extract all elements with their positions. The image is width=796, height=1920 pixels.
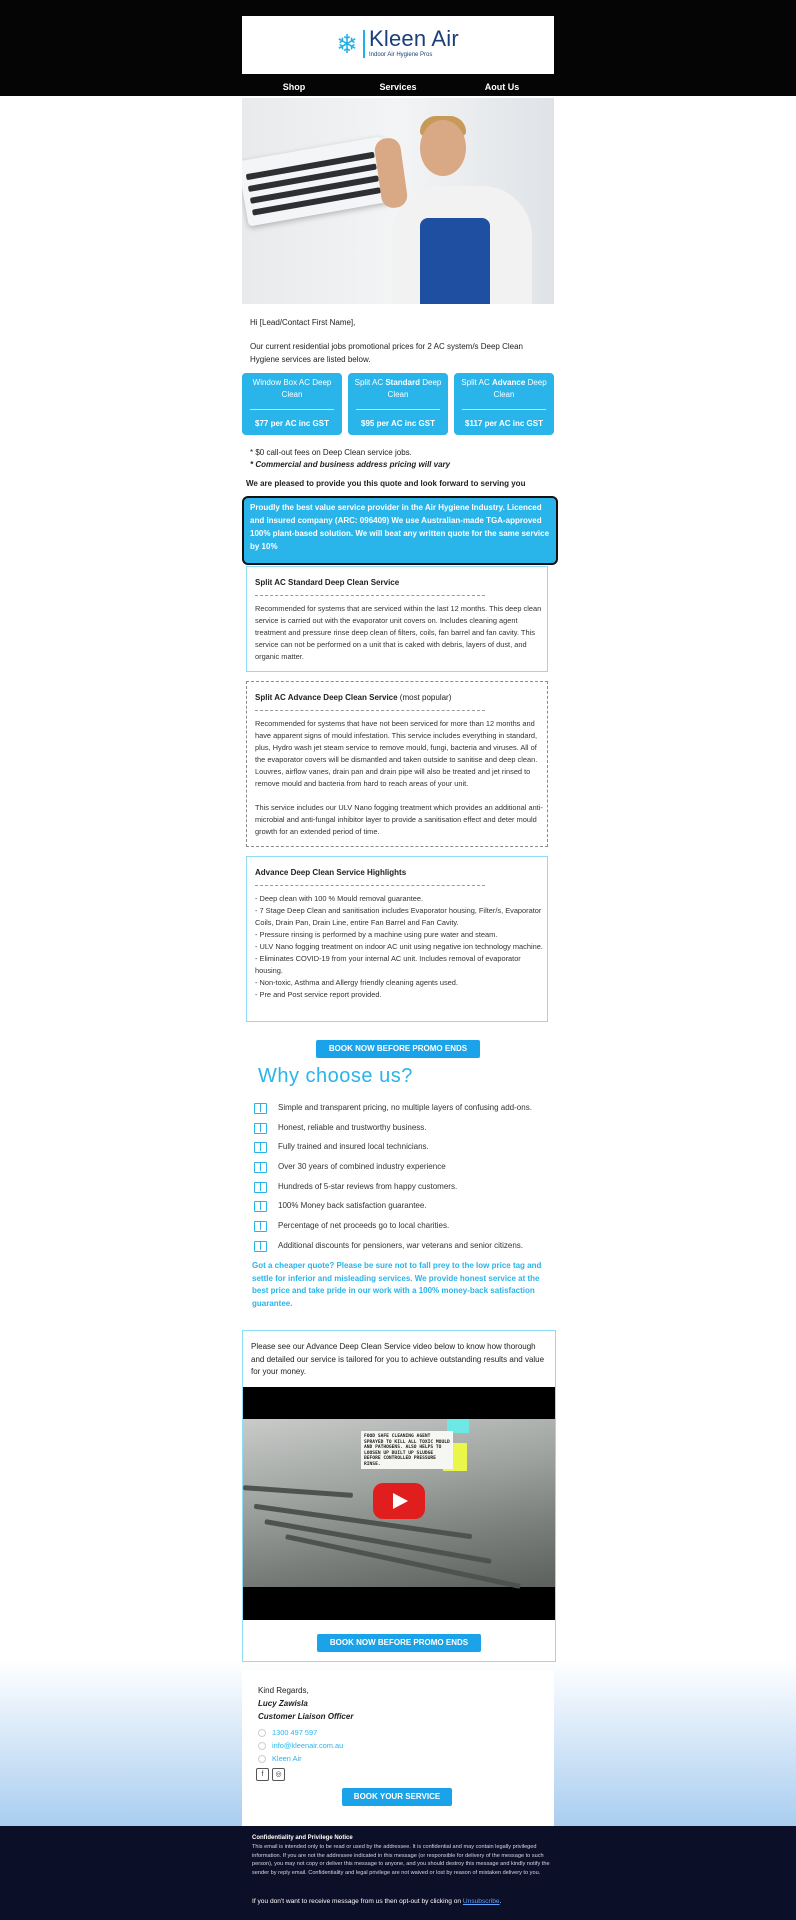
list-item: Fully trained and insured local technicians. xyxy=(254,1137,550,1157)
commercial-note: * Commercial and business address pricing will vary xyxy=(250,460,451,469)
divider xyxy=(255,710,485,711)
promo-banner: Proudly the best value service provider in the Air Hygiene Industry. Licenced and insured company (ARC: 096409) We use Australian-made TGA-approved 100% plant-based solution. We will beat any written quote for the same service by 10% xyxy=(242,496,558,565)
cheaper-quote-text: Got a cheaper quote? Please be sure not to fall prey to the low price tag and settle for inferior and misleading services. We provide honest service at the best price and take pride in our work with a 100% money-back satisfaction guarantee. xyxy=(252,1261,542,1308)
nav-shop[interactable]: Shop xyxy=(282,82,306,92)
list-item: - Non-toxic, Asthma and Allergy friendly cleaning agents used. xyxy=(255,978,458,987)
advance-service-card xyxy=(246,681,548,847)
price-box-advance[interactable] xyxy=(454,373,554,435)
card-body: Recommended for systems that are serviced within the last 12 months. This deep clean service is carried out with the evaporator unit covers on. Includes cleaning agent treatment and pressure rinse deep clean of filters, coils, fan barrel and fan cavity. This service can not be performed on a unit that is caked with debris, layers of dust, and organic matter. xyxy=(255,604,542,661)
logo-banner[interactable] xyxy=(242,16,554,74)
ac-unit-graphic xyxy=(242,135,397,226)
price-title: Split AC Standard Deep Clean xyxy=(354,378,442,399)
card-body-fogging: This service includes our ULV Nano fogging treatment which provides an additional anti-microbial and anti-fungal inhibitor layer to provide a sanitisation effect and deter mould growth for an extended period of time. xyxy=(255,803,543,836)
instagram-icon[interactable]: ◎ xyxy=(272,1768,285,1781)
price-boxes xyxy=(242,373,554,435)
list-item: - Eliminates COVID-19 from your internal AC unit. Includes removal of evaporator housing. xyxy=(255,954,521,975)
map-icon xyxy=(254,1182,266,1192)
book-now-button[interactable]: BOOK NOW BEFORE PROMO ENDS xyxy=(316,1040,480,1058)
nav-about-us[interactable]: Aout Us xyxy=(484,82,520,92)
snowflake-icon: ❄ xyxy=(336,28,358,59)
list-item: Hundreds of 5-star reviews from happy customers. xyxy=(254,1177,550,1197)
list-item: - 7 Stage Deep Clean and sanitisation includes Evaporator housing, Filter/s, Evaporator Coils, Drain Pan, Drain Line, entire Fan Barrel and Fan Cavity. xyxy=(255,906,542,927)
pleased-text: We are pleased to provide you this quote and look forward to serving you xyxy=(246,479,526,488)
website-contact[interactable]: Kleen Air xyxy=(258,1754,302,1764)
reasons-list xyxy=(254,1098,550,1256)
book-now-button-2[interactable]: BOOK NOW BEFORE PROMO ENDS xyxy=(317,1634,481,1652)
list-item: - ULV Nano fogging treatment on indoor AC unit using negative ion technology machine. xyxy=(255,942,543,951)
signature-block xyxy=(242,1670,554,1826)
video-card xyxy=(242,1330,556,1662)
top-nav xyxy=(242,78,554,96)
hero-image xyxy=(242,98,554,304)
sender-role: Customer Liaison Officer xyxy=(258,1712,354,1721)
list-item: Over 30 years of combined industry experience xyxy=(254,1157,550,1177)
brand-name: Kleen Air xyxy=(369,26,459,51)
globe-icon xyxy=(258,1755,266,1763)
book-service-button[interactable]: BOOK YOUR SERVICE xyxy=(342,1788,452,1806)
greeting: Hi [Lead/Contact First Name], xyxy=(250,318,356,327)
price-title: Split AC Advance Deep Clean xyxy=(461,378,547,399)
card-title: Split AC Standard Deep Clean Service xyxy=(255,578,400,587)
phone-icon xyxy=(258,1729,266,1737)
footer-notice: This email is intended only to be read or used by the addressee. It is confidential and may contain legally privileged information. If you are not the addressee indicated in this message (or responsible for delivery of the message to such person), you may not copy or deliver this message to anyone, and you should destroy this message and kindly notify the sender by reply email. Confidentiality and legal privilege are not waived or lost by reason of mistaken delivery to you. xyxy=(252,1844,550,1876)
divider xyxy=(255,885,485,886)
sender-name: Lucy Zawisla xyxy=(258,1699,308,1708)
list-item: - Deep clean with 100 % Mould removal guarantee. xyxy=(255,894,424,903)
email-icon xyxy=(258,1742,266,1750)
card-body: Recommended for systems that have not been serviced for more than 12 months and have apparent signs of mould infestation. This service includes everything in standard, plus, Hydro wash jet steam service to remove mould, fungi, bacteria and viruses. All of the evaporator covers will be dismantled and taken outside to sanitise and deep clean. Louvres, airflow vanes, drain pan and drain pipe will also be treated and jet rinsed to remove mould and bacteria from hard to reach areas of your unit. xyxy=(255,719,538,788)
list-item: Simple and transparent pricing, no multiple layers of confusing add-ons. xyxy=(254,1098,550,1118)
list-item: Additional discounts for pensioners, war veterans and senior citizens. xyxy=(254,1236,550,1256)
fees-note: * $0 call-out fees on Deep Clean service jobs. xyxy=(250,448,412,457)
highlights-card xyxy=(246,856,548,1022)
why-heading: Why choose us? xyxy=(258,1065,413,1087)
facebook-icon[interactable]: f xyxy=(256,1768,269,1781)
list-item: Honest, reliable and trustworthy business. xyxy=(254,1118,550,1138)
card-title: Split AC Advance Deep Clean Service (most popular) xyxy=(255,693,452,702)
footer xyxy=(252,1834,552,1905)
brand-tagline: Indoor Air Hygiene Pros xyxy=(369,52,433,58)
video-player[interactable] xyxy=(243,1387,555,1620)
map-icon xyxy=(254,1123,266,1133)
standard-service-card xyxy=(246,566,548,672)
list-item: 100% Money back satisfaction guarantee. xyxy=(254,1196,550,1216)
price-value: $117 per AC inc GST xyxy=(465,419,543,428)
email-contact[interactable]: info@kleenair.com.au xyxy=(258,1741,343,1751)
unsubscribe-link[interactable]: Unsubscribe xyxy=(462,1898,500,1905)
social-links xyxy=(256,1768,288,1781)
map-icon xyxy=(254,1201,266,1211)
price-box-standard[interactable] xyxy=(348,373,448,435)
video-caption: FOOD SAFE CLEANING AGENT SPRAYED TO KILL ALL TOXIC MOULD AND PATHOGENS. ALSO HELPS TO LOOSEN UP BUILT UP SLUDGE BEFORE CONTROLLED PRESSURE RINSE. xyxy=(361,1431,453,1469)
divider xyxy=(255,595,485,596)
closing: Kind Regards, xyxy=(258,1686,309,1695)
highlights-list xyxy=(255,893,543,1001)
card-title: Advance Deep Clean Service Highlights xyxy=(255,868,407,877)
logo-divider xyxy=(363,30,365,58)
price-box-window[interactable] xyxy=(242,373,342,435)
play-icon[interactable] xyxy=(373,1483,425,1519)
map-icon xyxy=(254,1142,266,1152)
price-value: $95 per AC inc GST xyxy=(361,419,435,428)
list-item: - Pressure rinsing is performed by a machine using pure water and steam. xyxy=(255,930,498,939)
map-icon xyxy=(254,1241,266,1251)
video-intro: Please see our Advance Deep Clean Service video below to know how thorough and detailed our service is tailored for you to achieve outstanding results and value for your money. xyxy=(251,1342,545,1376)
list-item: Percentage of net proceeds go to local charities. xyxy=(254,1216,550,1236)
map-icon xyxy=(254,1162,266,1172)
price-title: Window Box AC Deep Clean xyxy=(252,378,332,399)
nav-services[interactable]: Services xyxy=(379,82,417,92)
price-value: $77 per AC inc GST xyxy=(255,419,329,428)
map-icon xyxy=(254,1221,266,1231)
unsubscribe-line: If you don't want to receive message from us then opt-out by clicking on Unsubscribe. xyxy=(252,1898,502,1905)
map-icon xyxy=(254,1103,266,1113)
footer-title: Confidentiality and Privilege Notice xyxy=(252,1835,353,1841)
phone-contact[interactable]: 1300 497 597 xyxy=(258,1728,317,1738)
list-item: - Pre and Post service report provided. xyxy=(255,990,382,999)
intro-text: Our current residential jobs promotional prices for 2 AC system/s Deep Clean Hygiene services are listed below. xyxy=(250,342,524,364)
